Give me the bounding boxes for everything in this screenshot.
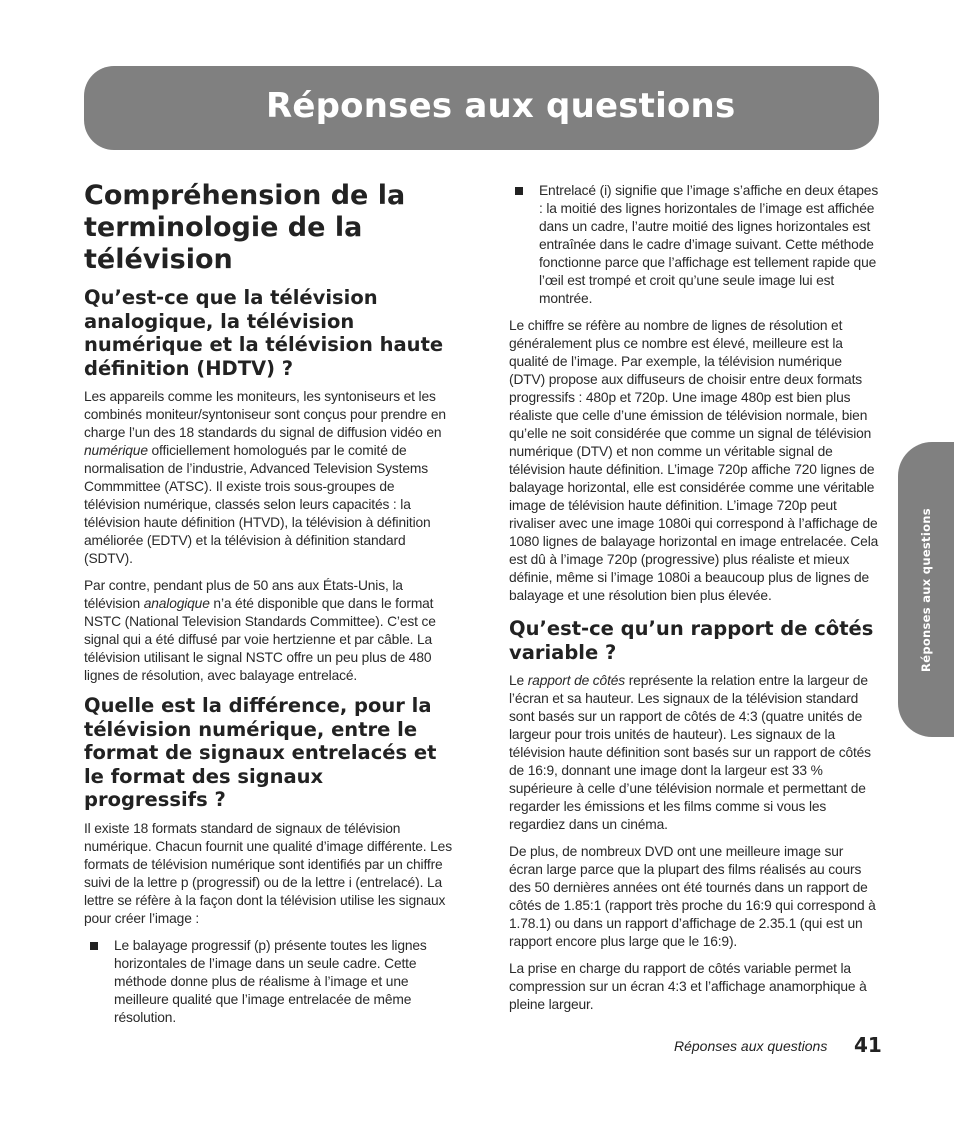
paragraph-5-text-b: représente la relation entre la largeur de l’écran et sa hauteur. Les signaux de la télévision standard sont basés sur un rapport de côtés de 4:3 (quatre unités de largeur pour trois unités de hauteur). Les signaux de la télévision haute définition sont basés sur un rapport de côtés de 16:9, donnant une image dont la largeur est 33 % supérieure à celle d’une télévision normale et permettant de regarder les émissions et les films comme si vous les regardiez dans un cinéma. [509, 673, 871, 832]
paragraph-5-text-a: Le [509, 673, 528, 688]
section-heading: Compréhension de la terminologie de la télévision [84, 180, 406, 275]
paragraph-1-text-b: officiellement homologués par le comité de normalisation de l’industrie, Advanced Television Systems Commmittee (ATSC). Il existe trois sous-groupes de télévision numérique, classés selon leurs capacités : la télévision haute définition (HTVD), la télévision à définition améliorée (EDTV) et la télévision à définition standard (SDTV). [84, 443, 431, 566]
right-column [509, 182, 879, 1023]
chapter-banner [84, 66, 879, 150]
bullet-item-progressive [84, 937, 452, 1027]
paragraph-1-emphasis: numérique [84, 443, 148, 458]
bullet-item-interlaced [509, 182, 879, 308]
question-heading-1: Qu’est-ce que la télévision analogique, la télévision numérique et la télévision haute définition (HDTV) ? [84, 286, 444, 380]
bullet-square-icon [515, 187, 523, 195]
paragraph-5 [509, 672, 879, 834]
left-column [84, 180, 452, 1036]
paragraph-7: La prise en charge du rapport de côtés variable permet la compression sur un écran 4:3 et l’affichage anamorphique à pleine largeur. [509, 961, 867, 1012]
paragraph-4: Le chiffre se réfère au nombre de lignes de résolution et généralement plus ce nombre est élevé, meilleure est la qualité de l’image. Par exemple, la télévision numérique (DTV) propose aux diffuseurs de choisir entre deux formats progressifs : 480p et 720p. Une image 480p est bien plus réaliste que celle d’une émission de télévision normale, bien qu’elle ne soit considérée que comme un signal de télévision numérique (DTV) et non comme un véritable signal de télévision haute définition. L’image 720p affiche 720 lignes de balayage horizontal, elle est considérée comme une véritable image de télévision haute définition. L’image 720p peut rivaliser avec une image 1080i qui correspond à l’affichage de 1080 lignes de balayage horizontal en image entrelacée. Cela est dû à l’image 720p (progressive) plus réaliste et mieux définie, même si l’image 1080i a beaucoup plus de lignes de balayage et une résolution bien plus élevée. [509, 318, 879, 603]
page-number: 41 [854, 1033, 882, 1057]
paragraph-2 [84, 577, 452, 685]
paragraph-5-emphasis: rapport de côtés [527, 673, 626, 688]
paragraph-6: De plus, de nombreux DVD ont une meilleure image sur écran large parce que la plupart des films réalisés au cours des 50 dernières années ont été tournés dans un rapport de côtés de 1.85:1 (rapport très proche du 16:9 qui correspond à 1.78.1) ou dans un rapport d’affichage de 2.35.1 (qui est un rapport encore plus large que le 16:9). [509, 844, 876, 949]
side-tab-text: Réponses aux questions [919, 508, 933, 672]
paragraph-1-text-a: Les appareils comme les moniteurs, les syntoniseurs et les combinés moniteur/syntoniseur sont conçus pour prendre en charge l’un des 18 standards du signal de diffusion vidéo en [84, 389, 446, 440]
footer-running-title: Réponses aux questions [674, 1038, 828, 1054]
bullet-text: Entrelacé (i) signifie que l’image s’affiche en deux étapes : la moitié des lignes horizontales de l’image est affichée dans un cadre, l’autre moitié des lignes horizontales est entraînée dans le cadre d’image suivant. Cette méthode fonctionne parce que l’affichage est tellement rapide que l’œil est trompé et croit qu’une seule image lui est montrée. [539, 183, 879, 306]
bullet-text: Le balayage progressif (p) présente toutes les lignes horizontales de l’image dans un seule cadre. Cette méthode donne plus de réalisme à l’image et une meilleure qualité que l’image entrelacée de même résolution. [114, 937, 427, 1025]
paragraph-2-text-b: n’a été disponible que dans le format NSTC (National Television Standards Committee). C’est ce signal qui a été diffusé par voie hertzienne et par câble. La télévision utilisant le signal NSTC offre un peu plus de 480 lignes de résolution, avec balayage entrelacé. [84, 596, 436, 683]
chapter-title: Réponses aux questions [266, 86, 736, 126]
paragraph-2-text-a: Par contre, pendant plus de 50 ans aux États-Unis, la télévision [84, 578, 403, 611]
question-heading-3: Qu’est-ce qu’un rapport de côtés variable ? [509, 617, 874, 664]
paragraph-1 [84, 388, 452, 568]
paragraph-2-emphasis: analogique [143, 596, 210, 611]
bullet-square-icon [90, 942, 98, 950]
question-heading-2: Quelle est la différence, pour la télévision numérique, entre le format de signaux entrelacés et le format des signaux progressifs ? [84, 694, 437, 811]
paragraph-3: Il existe 18 formats standard de signaux de télévision numérique. Chacun fournit une qualité d’image différente. Les formats de télévision numérique sont identifiés par un chiffre suivi de la lettre p (progressif) ou de la lettre i (entrelacé). La lettre se réfère à la façon dont la télévision utilise les signaux pour créer l’image : [84, 820, 452, 926]
